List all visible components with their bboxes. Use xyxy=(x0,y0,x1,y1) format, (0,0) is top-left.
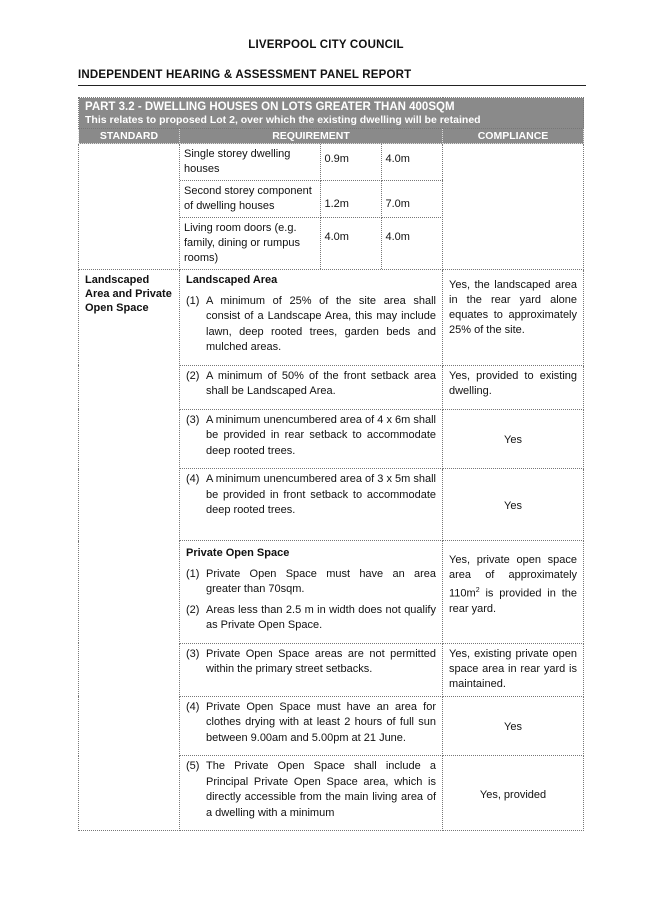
setback-value: 4.0m xyxy=(381,144,443,181)
table-subtitle: This relates to proposed Lot 2, over which the existing dwelling will be retained xyxy=(85,114,481,126)
setback-label: Single storey dwelling houses xyxy=(180,144,320,181)
item-text: A minimum of 25% of the site area shall consist of a Landscape Area, this may include lawn, deep rooted trees, garden beds and mulched areas. xyxy=(206,294,436,353)
compliance-cell: Yes xyxy=(443,409,584,469)
compliance-cell: Yes, provided to existing dwelling. xyxy=(443,365,584,409)
report-title: INDEPENDENT HEARING & ASSESSMENT PANEL REPORT xyxy=(78,69,412,81)
requirement-cell xyxy=(180,469,443,541)
item-number: (1) xyxy=(186,567,200,580)
header-rule xyxy=(78,85,586,86)
item-number: (1) xyxy=(186,294,200,307)
setback-value: 1.2m xyxy=(320,181,381,218)
compliance-cell: Yes, provided xyxy=(443,756,584,831)
landscaped-heading: Landscaped Area xyxy=(186,274,278,286)
table-row xyxy=(79,270,584,366)
requirement-cell xyxy=(180,541,443,644)
setback-subtable xyxy=(180,144,443,269)
table-title: PART 3.2 - DWELLING HOUSES ON LOTS GREATER THAN 400SQM xyxy=(85,101,455,113)
private-open-space-heading: Private Open Space xyxy=(186,547,290,559)
setback-label: Second storey component of dwelling houses xyxy=(180,181,320,218)
table-row xyxy=(180,181,443,218)
column-header-standard: STANDARD xyxy=(79,129,180,144)
table-row xyxy=(180,218,443,270)
requirement-cell xyxy=(180,365,443,409)
item-number: (2) xyxy=(186,369,200,382)
compliance-cell: Yes, private open space area of approximately $110m^2$ is provided in the rear yard. xyxy=(443,541,584,644)
standard-landscaped-pos: Landscaped Area and Private Open Space xyxy=(79,270,180,831)
requirement-cell xyxy=(180,643,443,696)
item-text: A minimum unencumbered area of 4 x 6m shall be provided in rear setback to accommodate deep rooted trees. xyxy=(206,413,436,457)
setback-value: 4.0m xyxy=(381,218,443,270)
table-title-bar xyxy=(79,98,584,129)
item-text: The Private Open Space shall include a Principal Private Open Space area, which is directly accessible from the main living area of a dwelling with a minimum xyxy=(206,760,436,819)
setback-value: 0.9m xyxy=(320,144,381,181)
table-row xyxy=(79,144,584,270)
compliance-cell: Yes xyxy=(443,469,584,541)
item-text: Private Open Space must have an area greater than 70sqm. xyxy=(206,567,436,595)
item-number: (4) xyxy=(186,700,200,713)
item-text: Private Open Space areas are not permitted within the primary street setbacks. xyxy=(206,647,436,675)
item-text: Areas less than 2.5 m in width does not qualify as Private Open Space. xyxy=(206,603,436,631)
item-number: (4) xyxy=(186,473,200,485)
compliance-cell: Yes xyxy=(443,696,584,756)
setback-label: Living room doors (e.g. family, dining or rumpus rooms) xyxy=(180,218,320,270)
item-number: (3) xyxy=(186,647,200,660)
council-name: LIVERPOOL CITY COUNCIL xyxy=(248,39,404,51)
item-number: (5) xyxy=(186,760,200,772)
column-header-requirement: REQUIREMENT xyxy=(180,129,443,144)
dcp-compliance-table xyxy=(78,97,584,831)
item-text: A minimum unencumbered area of 3 x 5m shall be provided in front setback to accommodate deep rooted trees. xyxy=(206,473,436,516)
requirement-cell xyxy=(180,696,443,756)
setback-value: 4.0m xyxy=(320,218,381,270)
compliance-cell: Yes, existing private open space area in rear yard is maintained. xyxy=(443,643,584,696)
requirement-cell xyxy=(180,270,443,366)
compliance-cell: Yes, the landscaped area in the rear yard alone equates to approximately 25% of the site. xyxy=(443,270,584,366)
column-header-row xyxy=(79,129,584,144)
item-text: Private Open Space must have an area for clothes drying with at least 2 hours of full sun between 9.00am and 5.00pm at 21 June. xyxy=(206,700,436,744)
item-number: (3) xyxy=(186,413,200,426)
table-row xyxy=(180,144,443,181)
requirement-cell xyxy=(180,409,443,469)
column-header-compliance: COMPLIANCE xyxy=(443,129,584,144)
item-text: A minimum of 50% of the front setback area shall be Landscaped Area. xyxy=(206,369,436,397)
setback-value: 7.0m xyxy=(381,181,443,218)
item-number: (2) xyxy=(186,603,200,616)
requirement-cell xyxy=(180,756,443,831)
